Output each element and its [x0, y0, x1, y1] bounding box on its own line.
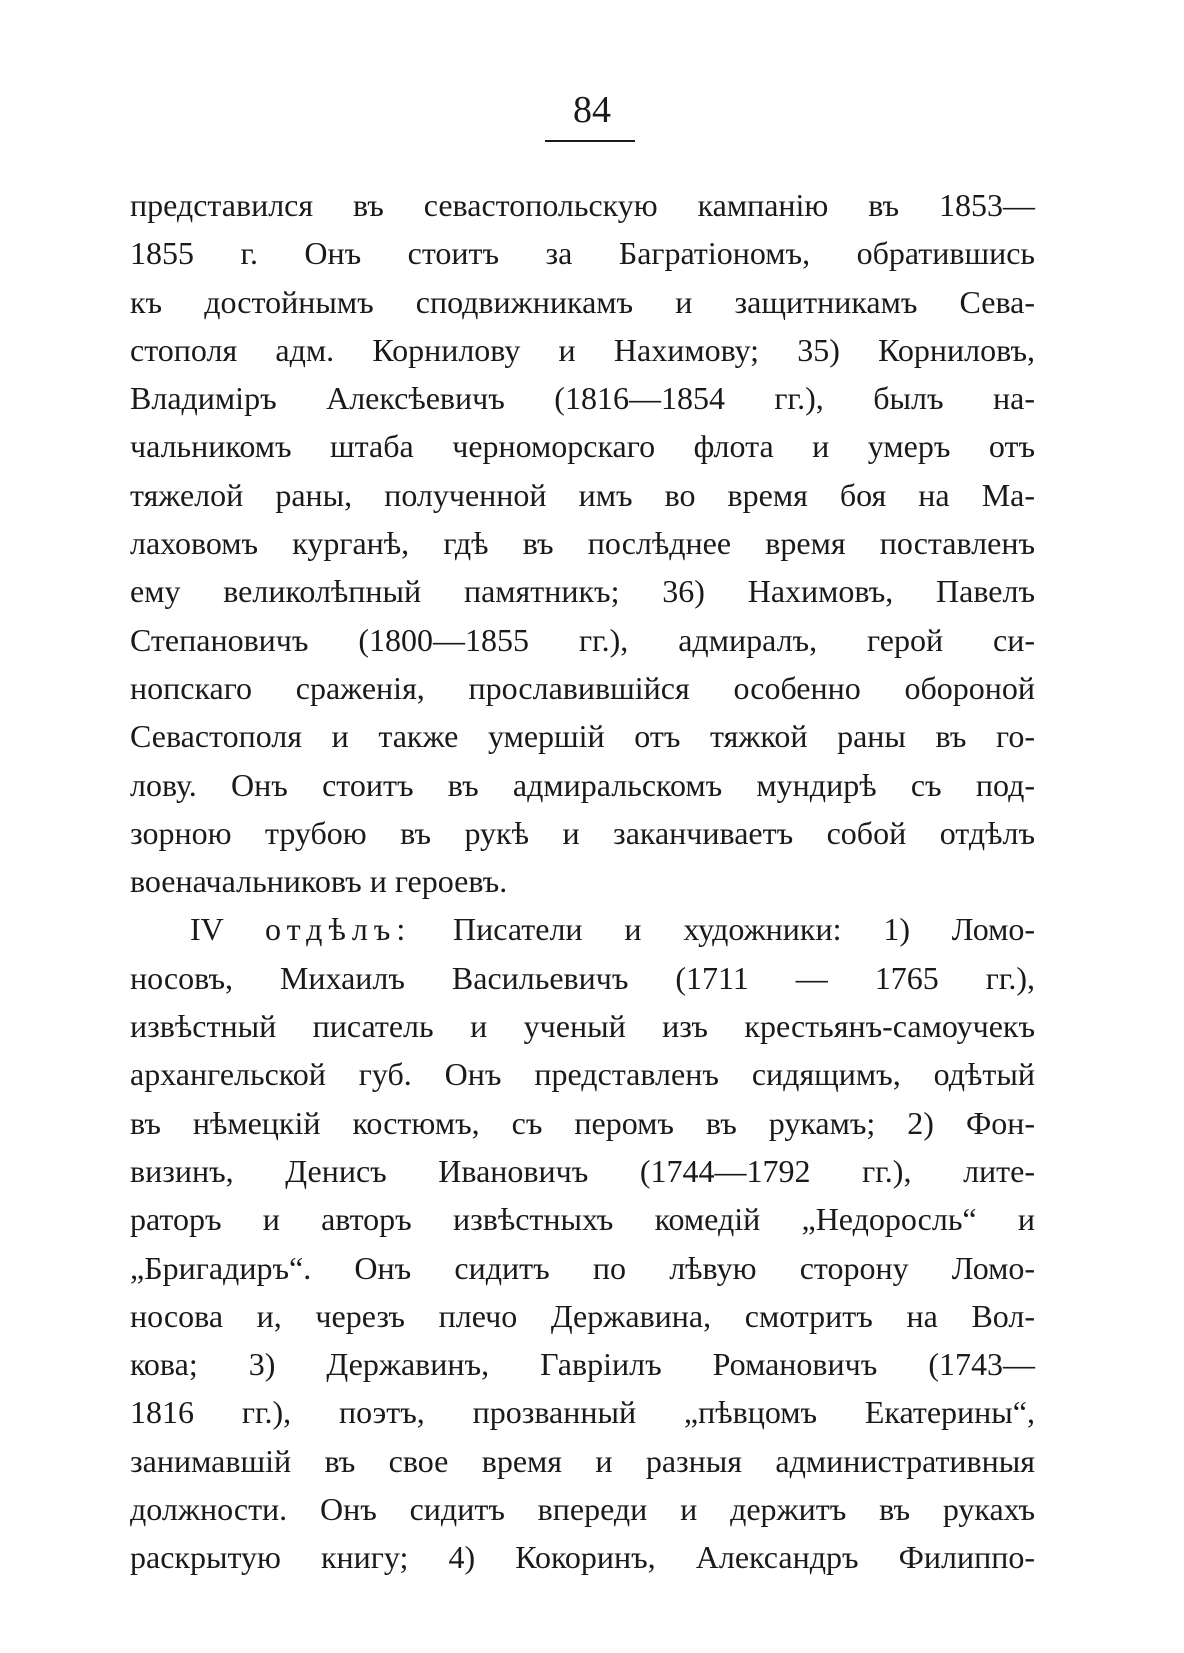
text-line: стополя адм. Корнилову и Нахимову; 35) Корниловъ, [130, 331, 1035, 368]
text-line: ему великолѣпный памятникъ; 36) Нахимовъ, Павелъ [130, 573, 1035, 610]
text-line: занимавшій въ свое время и разныя административныя [130, 1442, 1035, 1479]
text-line: кова; 3) Державинъ, Гавріилъ Романовичъ (1743— [130, 1346, 1035, 1383]
page-number: 84 [573, 89, 611, 131]
text-line: нопскаго сраженія, прославившійся особенно обороной [130, 669, 1035, 706]
text-line: лову. Онъ стоитъ въ адмиральскомъ мундирѣ съ под- [130, 766, 1035, 803]
section-numeral: IV [190, 911, 224, 948]
text-line: раскрытую книгу; 4) Кокоринъ, Александръ Филиппо- [130, 1539, 1035, 1576]
body-text [130, 181, 1035, 1582]
page-number-rule [545, 140, 635, 142]
text-line: извѣстный писатель и ученый изъ крестьянъ-самоучекъ [130, 1008, 1035, 1045]
text-line: 1855 г. Онъ стоитъ за Багратіономъ, обратившись [130, 235, 1035, 272]
text-line: зорною трубою въ рукѣ и заканчиваетъ собой отдѣлъ [130, 814, 1035, 851]
text-line: къ достойнымъ сподвижникамъ и защитникамъ Сева- [130, 283, 1035, 320]
text-line: тяжелой раны, полученной имъ во время боя на Ма- [130, 476, 1035, 513]
text-line: архангельской губ. Онъ представленъ сидящимъ, одѣтый [130, 1056, 1035, 1093]
text-line: Владиміръ Алексѣевичъ (1816—1854 гг.), былъ на- [130, 380, 1035, 417]
text-line: носова и, черезъ плечо Державина, смотритъ на Вол- [130, 1297, 1035, 1334]
text-line: раторъ и авторъ извѣстныхъ комедій „Недоросль“ и [130, 1201, 1035, 1238]
text-line: чальникомъ штаба черноморскаго флота и умеръ отъ [130, 428, 1035, 465]
text-line: лаховомъ курганѣ, гдѣ въ послѣднее время поставленъ [130, 525, 1035, 562]
text-line: представился въ севастопольскую кампанію въ 1853— [130, 187, 1035, 223]
text-line: въ нѣмецкій костюмъ, съ перомъ въ рукамъ; 2) Фон- [130, 1104, 1035, 1141]
section-first-line: Писатели и художники: 1) Ломо- [453, 911, 1035, 948]
text-line: „Бригадиръ“. Онъ сидитъ по лѣвую сторону Ломо- [130, 1249, 1035, 1286]
section-heading-line [130, 905, 1035, 953]
text-line: должности. Онъ сидитъ впереди и держитъ въ рукахъ [130, 1491, 1035, 1528]
section-label: отдѣлъ: [265, 911, 412, 948]
text-line: носовъ, Михаилъ Васильевичъ (1711 — 1765 гг.), [130, 959, 1035, 996]
text-line: 1816 гг.), поэтъ, прозванный „пѣвцомъ Екатерины“, [130, 1394, 1035, 1431]
text-line: Севастополя и также умершій отъ тяжкой раны въ го- [130, 718, 1035, 755]
text-line: Степановичъ (1800—1855 гг.), адмиралъ, герой си- [130, 621, 1035, 658]
text-line: военачальниковъ и героевъ. [130, 863, 508, 900]
text-line: визинъ, Денисъ Ивановичъ (1744—1792 гг.), лите- [130, 1152, 1035, 1189]
